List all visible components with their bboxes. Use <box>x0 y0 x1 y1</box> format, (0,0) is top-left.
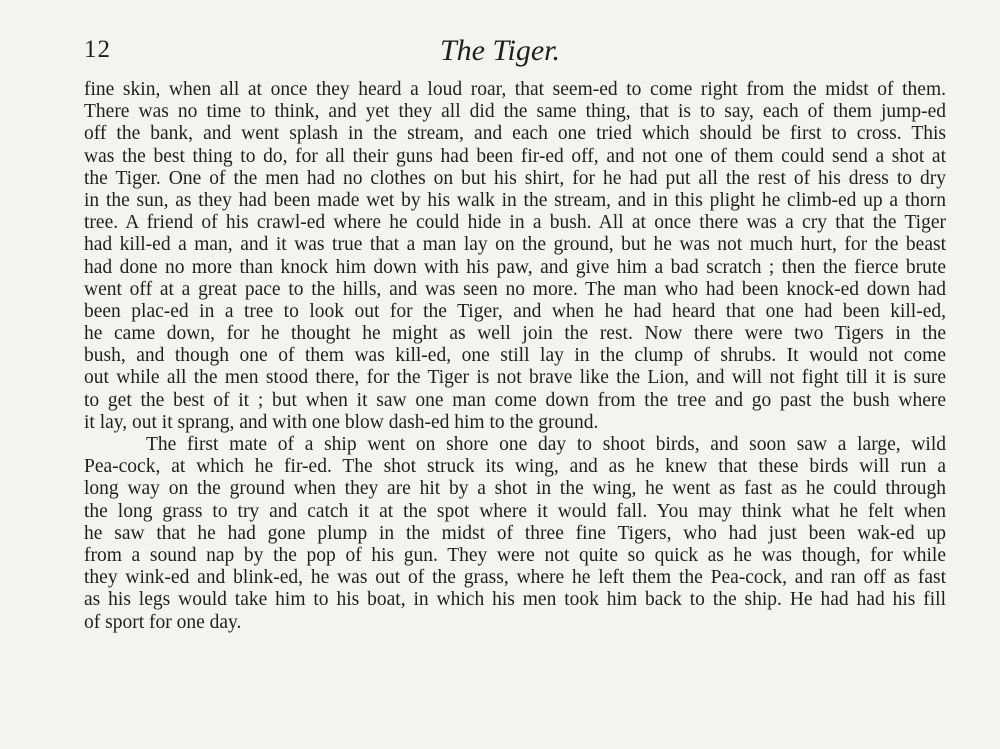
text-line: had done no more than knock him down with his paw, and give him a bad scratch ; then the fierce brute <box>84 256 946 278</box>
running-title: The Tiger. <box>439 34 561 67</box>
text-line: The first mate of a ship went on shore one day to shoot birds, and soon saw a large, wild <box>146 434 946 455</box>
text-line: Pea-cock, at which he fir-ed. The shot struck its wing, and as he knew that these birds will run a <box>84 456 946 478</box>
text-line: they wink-ed and blink-ed, he was out of the grass, where he left them the Pea-cock, and ran off as fast <box>84 567 946 589</box>
text-line: he saw that he had gone plump in the midst of three fine Tigers, who had just been wak-ed up <box>84 522 946 544</box>
text-line: the Tiger. One of the men had no clothes on but his shirt, for he had put all the rest of his dress to dry <box>84 167 946 189</box>
text-line: been plac-ed in a tree to look out for the Tiger, and when he had heard that one had been kill-ed, <box>84 300 946 322</box>
text-line: bush, and though one of them was kill-ed, one still lay in the clump of shrubs. It would not come <box>84 345 946 367</box>
text-line: fine skin, when all at once they heard a loud roar, that seem-ed to come right from the midst of them. <box>84 79 946 100</box>
text-line: was the best thing to do, for all their guns had been fir-ed off, and not one of them could send a shot at <box>84 145 946 167</box>
text-line: long way on the ground when they are hit by a shot in the wing, he went as fast as he could through <box>84 478 946 500</box>
paragraph-1 <box>84 79 946 434</box>
text-line: out while all the men stood there, for the Tiger is not brave like the Lion, and will not fight till it is sure <box>84 367 946 389</box>
text-line: tree. A friend of his crawl-ed where he could hide in a bush. All at once there was a cry that the Tiger <box>84 212 946 234</box>
text-line: the long grass to try and catch it at the spot where it would fall. You may think what he felt when <box>84 500 946 522</box>
text-line: to get the best of it ; but when it saw one man come down from the tree and go past the bush where <box>84 389 946 411</box>
page-number: 12 <box>84 36 111 63</box>
text-line: from a sound nap by the pop of his gun. They were not quite so quick as he was though, for while <box>84 544 946 566</box>
body-text <box>84 79 946 634</box>
text-line: as his legs would take him to his boat, in which his men took him back to the ship. He had had his fill <box>84 589 946 611</box>
text-line: There was no time to think, and yet they all did the same thing, that is to say, each of them jump-ed <box>84 101 946 123</box>
text-line: he came down, for he thought he might as well join the rest. Now there were two Tigers in the <box>84 323 946 345</box>
text-line: it lay, out it sprang, and with one blow dash-ed him to the ground. <box>84 411 599 433</box>
paragraph-2 <box>84 434 946 634</box>
text-line: off the bank, and went splash in the stream, and each one tried which should be first to cross. This <box>84 123 946 145</box>
text-line: went off at a great pace to the hills, and was seen no more. The man who had been knock-ed down had <box>84 278 946 300</box>
text-line: of sport for one day. <box>84 611 242 633</box>
text-line: in the sun, as they had been made wet by his walk in the stream, and in this plight he climb-ed up a thorn <box>84 189 946 211</box>
text-line: had kill-ed a man, and it was true that a man lay on the ground, but he was not much hurt, for the beast <box>84 234 946 256</box>
